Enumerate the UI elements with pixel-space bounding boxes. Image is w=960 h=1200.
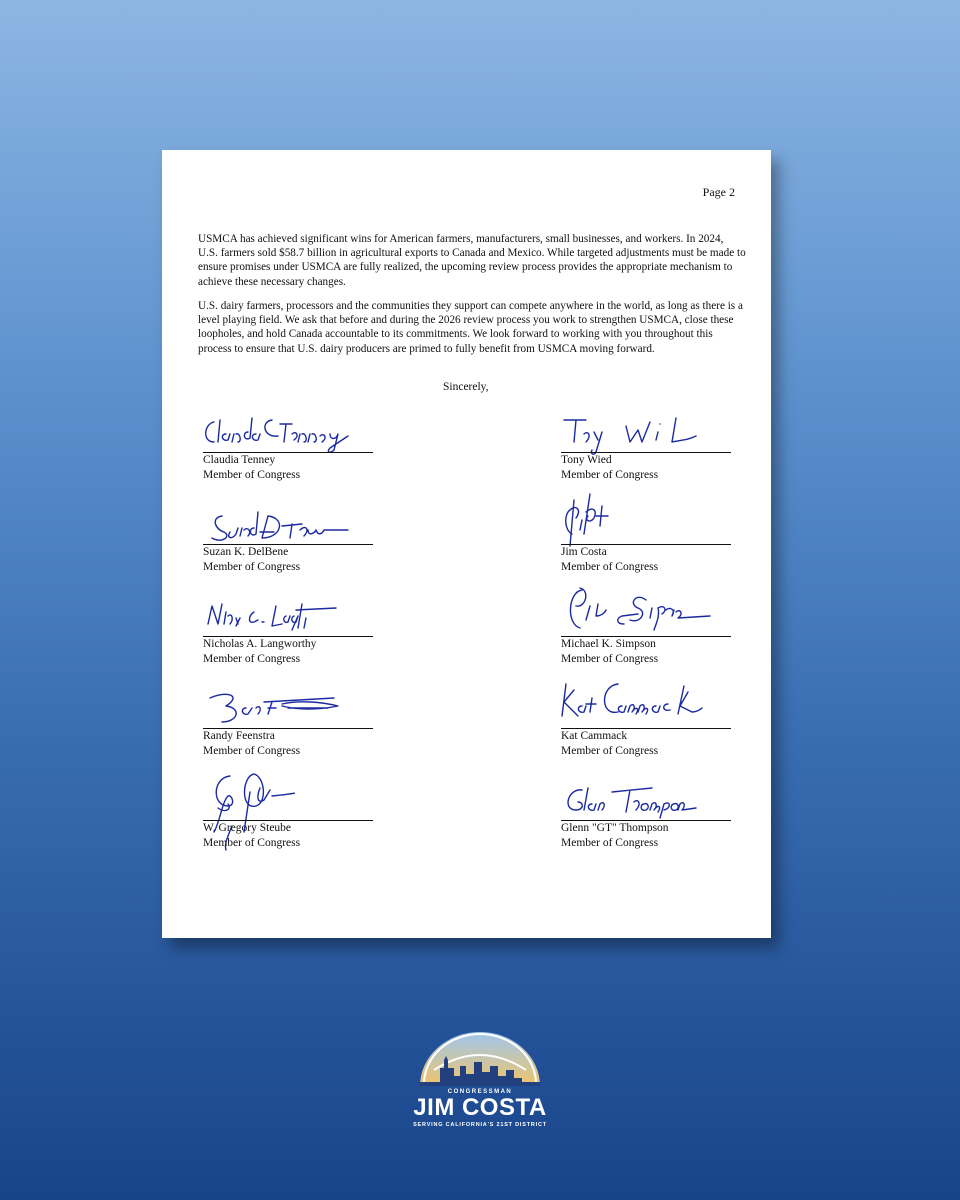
signature-michael-simpson xyxy=(560,584,710,644)
signature-line xyxy=(203,728,373,729)
signature-line xyxy=(203,544,373,545)
signature-block-8 xyxy=(561,730,731,790)
logo-congressman-label: CONGRESSMAN xyxy=(447,1089,513,1095)
signatory-title: Member of Congress xyxy=(203,837,301,849)
signatory-title: Member of Congress xyxy=(203,745,301,757)
signature-randy-feenstra xyxy=(202,688,352,728)
signature-suzan-delbene xyxy=(202,508,352,548)
signatory-name: Michael K. Simpson xyxy=(561,638,656,650)
signature-tony-wied xyxy=(560,412,710,456)
signature-line xyxy=(561,728,731,729)
signature-block-9 xyxy=(203,822,373,882)
signature-glenn-thompson xyxy=(560,782,710,822)
signatory-name: Suzan K. DelBene xyxy=(203,546,289,558)
signature-claudia-tenney xyxy=(200,412,350,452)
signatory-title: Member of Congress xyxy=(203,653,301,665)
signatory-title: Member of Congress xyxy=(561,561,659,573)
letter-page xyxy=(162,150,771,938)
signatory-name: Tony Wied xyxy=(561,454,612,466)
signatory-title: Member of Congress xyxy=(561,653,659,665)
signatory-title: Member of Congress xyxy=(561,745,659,757)
signature-line xyxy=(561,820,731,821)
letter-paragraph-1: USMCA has achieved significant wins for American farmers, manufacturers, small businesses, and workers. In 2024, U.S. farmers sold $58.7 billion in agricultural exports to Canada and Mexico. While targeted adjustments must be made to ensure promises under USMCA are fully realized, the upcoming review process provides the appropriate mechanism to achieve these necessary changes. xyxy=(198,233,746,288)
signature-block-10 xyxy=(561,822,731,882)
signatory-name: W. Gregory Steube xyxy=(203,822,292,834)
skyline-arch-icon xyxy=(418,1030,542,1088)
signature-kat-cammack xyxy=(560,676,710,726)
signatory-name: Randy Feenstra xyxy=(203,730,275,742)
signatory-name: Nicholas A. Langworthy xyxy=(203,638,317,650)
signatory-name: Jim Costa xyxy=(561,546,607,558)
signatory-title: Member of Congress xyxy=(561,469,659,481)
signature-block-1 xyxy=(203,454,373,514)
closing-salutation: Sincerely, xyxy=(443,381,489,393)
page-number: Page 2 xyxy=(702,185,735,199)
signatory-title: Member of Congress xyxy=(203,561,301,573)
signatory-name: Kat Cammack xyxy=(561,730,628,742)
signature-line xyxy=(203,452,373,453)
signatory-title: Member of Congress xyxy=(203,469,301,481)
signature-line xyxy=(561,452,731,453)
letter-paragraph-2: U.S. dairy farmers, processors and the communities they support can compete anywhere in the world, as long as there is a level playing field. We ask that before and during the 2026 review process you work to strengthen USMCA, close these loopholes, and hold Canada accountable to its commitments. We look forward to working with you throughout this process to ensure that U.S. dairy producers are primed to fully benefit from USMCA moving forward. xyxy=(198,300,743,355)
logo-name: JIM COSTA xyxy=(413,1094,547,1121)
signature-jim-costa xyxy=(560,490,640,550)
signature-line xyxy=(561,544,731,545)
signatory-title: Member of Congress xyxy=(561,837,659,849)
signature-line xyxy=(561,636,731,637)
signatory-name: Claudia Tenney xyxy=(203,454,276,466)
signature-line xyxy=(203,636,373,637)
congressman-logo xyxy=(410,1030,550,1140)
signature-nicholas-langworthy xyxy=(202,598,352,638)
signature-line xyxy=(203,820,373,821)
signatory-name: Glenn "GT" Thompson xyxy=(561,822,669,834)
signature-block-3 xyxy=(203,546,373,606)
logo-district-subtitle: SERVING CALIFORNIA'S 21ST DISTRICT xyxy=(413,1122,547,1128)
